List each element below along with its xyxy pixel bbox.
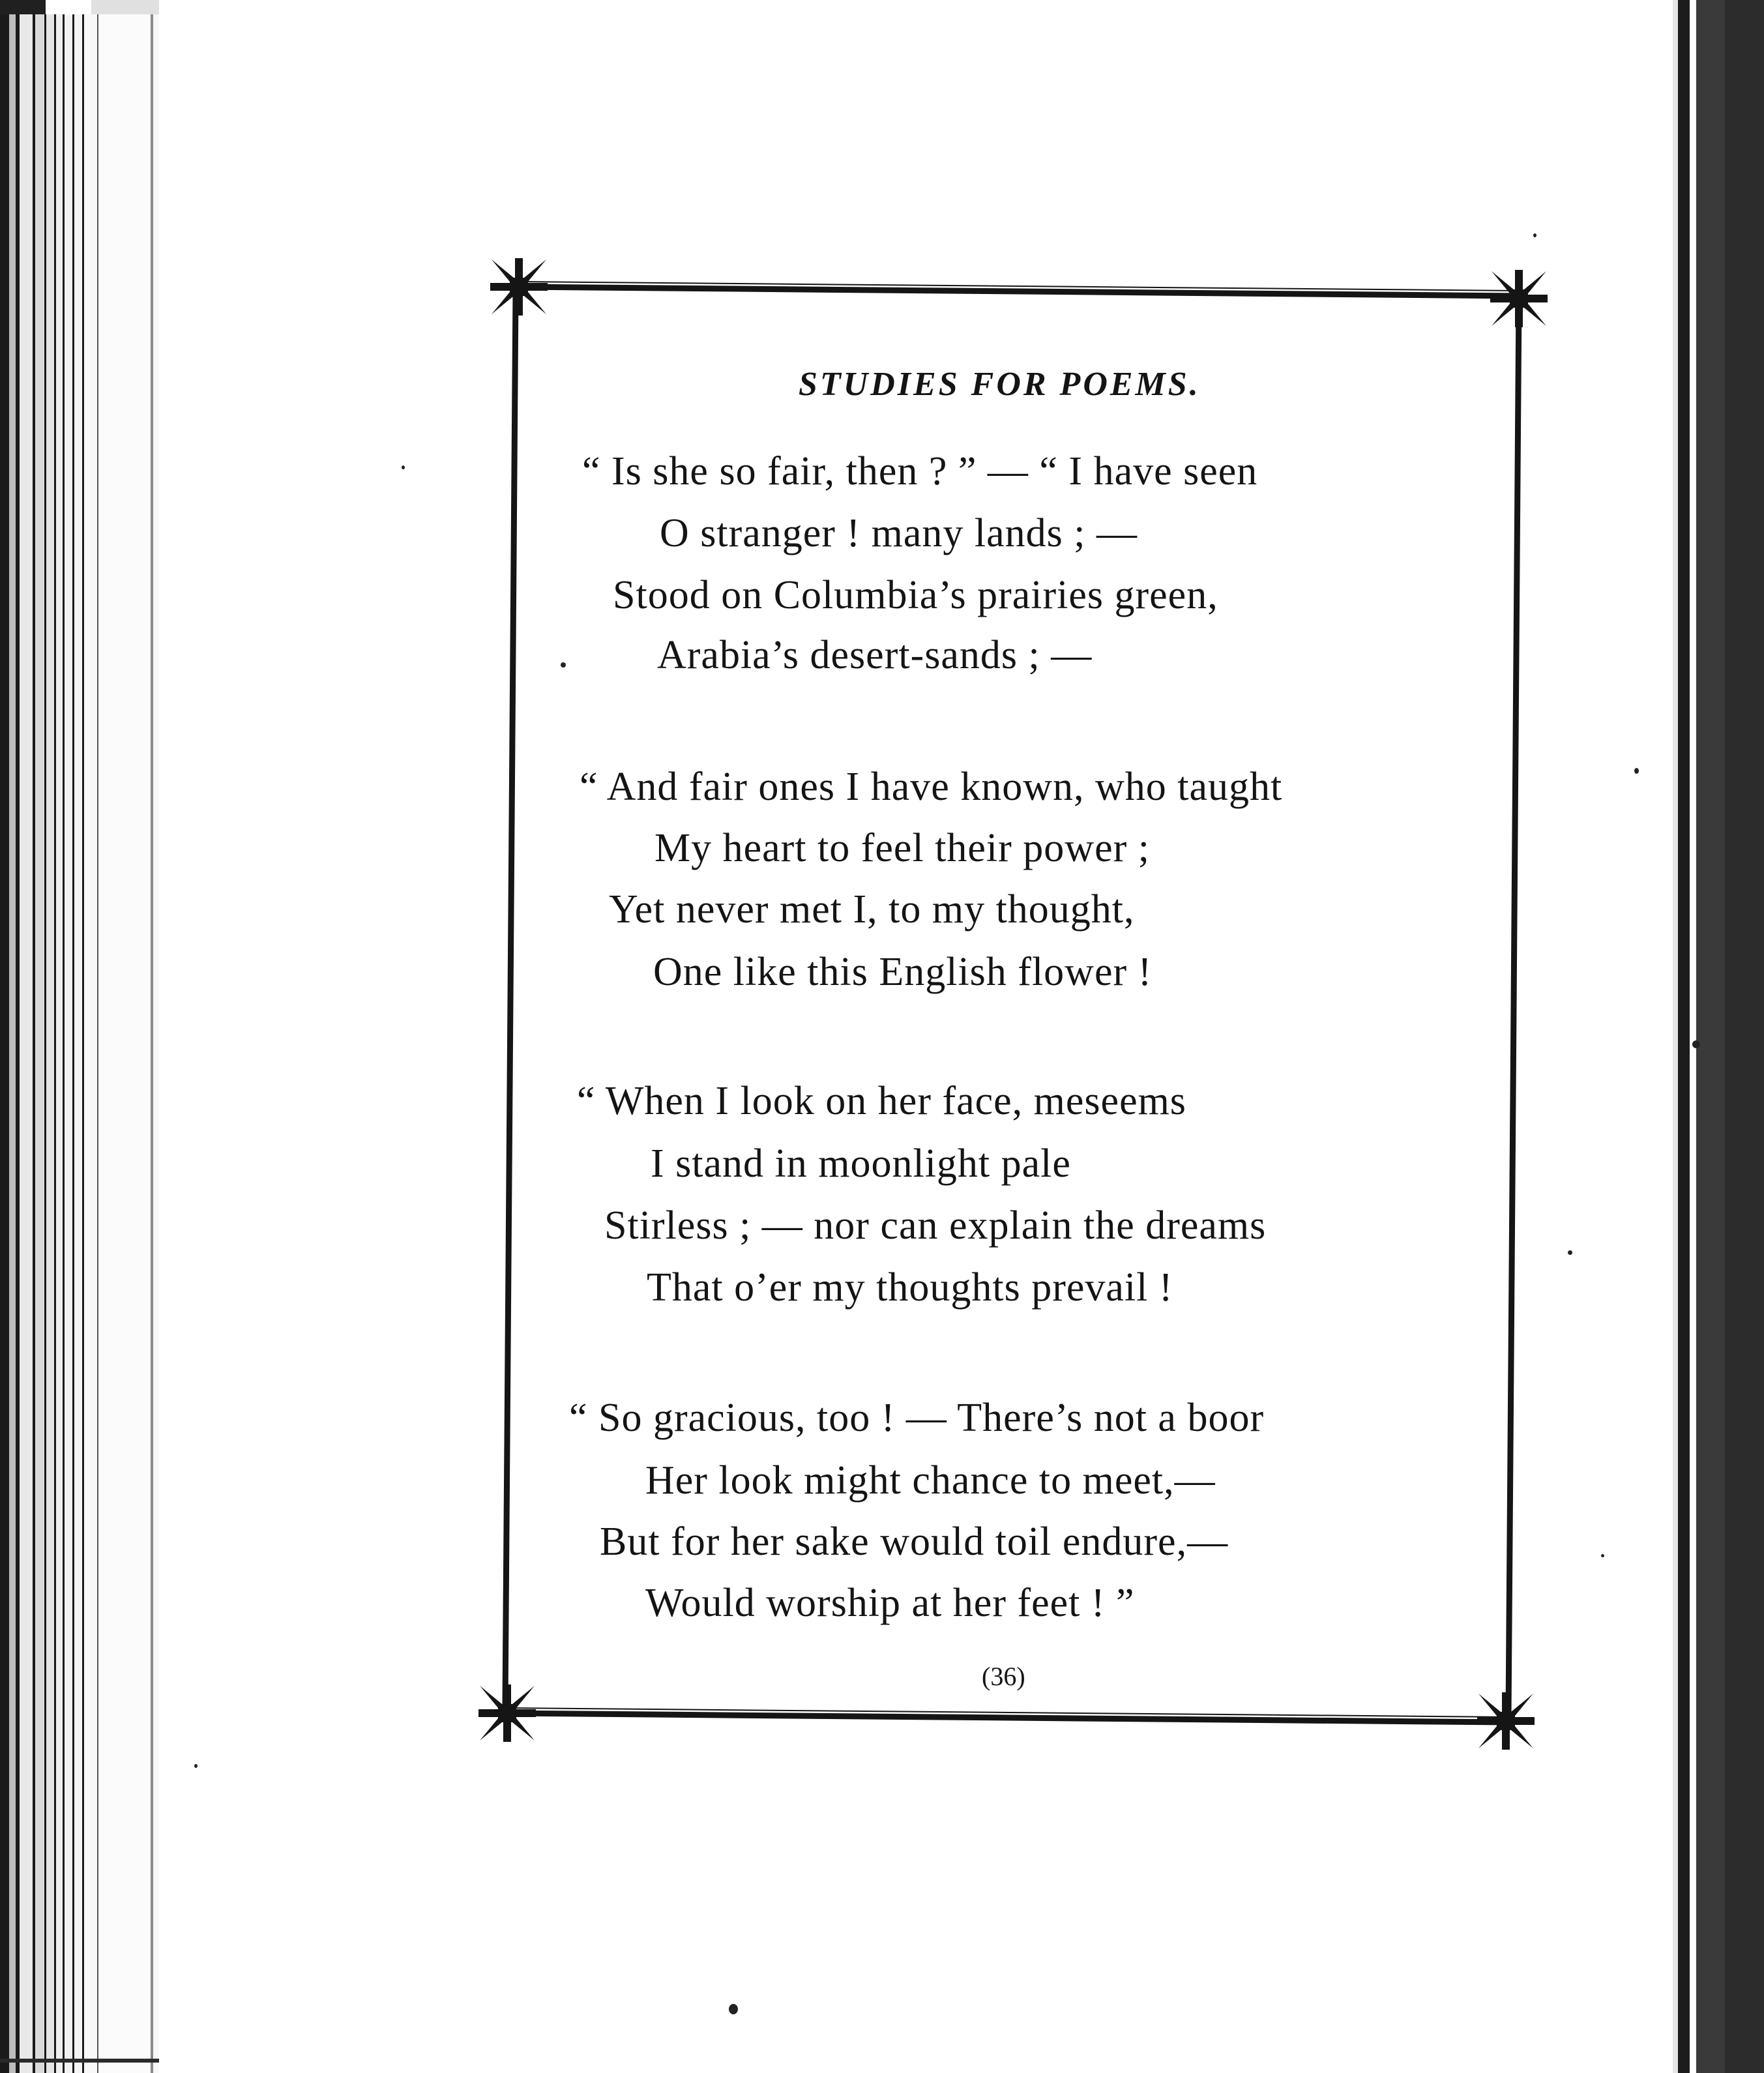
maltese-cross-icon [1490, 270, 1548, 327]
poem-line: “ And fair ones I have known, who taught [580, 765, 1283, 809]
poem-line: Her look might chance to meet,— [645, 1458, 1216, 1503]
poem-line: I stand in moonlight pale [651, 1141, 1071, 1186]
scan-speck [1634, 768, 1639, 774]
poem-line: But for her sake would toil endure,— [600, 1520, 1229, 1564]
scan-speck [1568, 1250, 1572, 1255]
maltese-cross-icon [490, 258, 548, 316]
poem-line: My heart to feel their power ; [654, 826, 1150, 870]
poem-line: One like this English flower ! [653, 950, 1153, 994]
scan-speck [1533, 233, 1536, 237]
page-number: (36) [982, 1662, 1025, 1691]
poem-line: O stranger ! many lands ; — [660, 511, 1138, 555]
poem-line: Would worship at her feet ! ” [645, 1581, 1135, 1625]
scan-speck [729, 2004, 738, 2014]
poem-line: That o’er my thoughts prevail ! [647, 1265, 1173, 1310]
page-title: STUDIES FOR POEMS. [799, 366, 1201, 403]
poem-line: Stirless ; — nor can explain the dreams [604, 1203, 1267, 1248]
scan-speck [1692, 1040, 1700, 1048]
scan-speck [194, 1764, 198, 1768]
scan-speck [561, 662, 566, 668]
poem-line: “ When I look on her face, meseems [577, 1079, 1186, 1123]
poem-line: Stood on Columbia’s prairies green, [613, 573, 1218, 617]
maltese-cross-icon [478, 1684, 536, 1742]
scan-speck [402, 465, 405, 469]
poem-line: “ So gracious, too ! — There’s not a boor [569, 1396, 1265, 1440]
poem-line: “ Is she so fair, then ? ” — “ I have seen [582, 449, 1258, 493]
maltese-cross-icon [1477, 1692, 1535, 1750]
poem-line: Yet never met I, to my thought, [609, 887, 1135, 932]
poem-line: Arabia’s desert-sands ; — [657, 633, 1093, 677]
scan-speck [1601, 1554, 1604, 1557]
